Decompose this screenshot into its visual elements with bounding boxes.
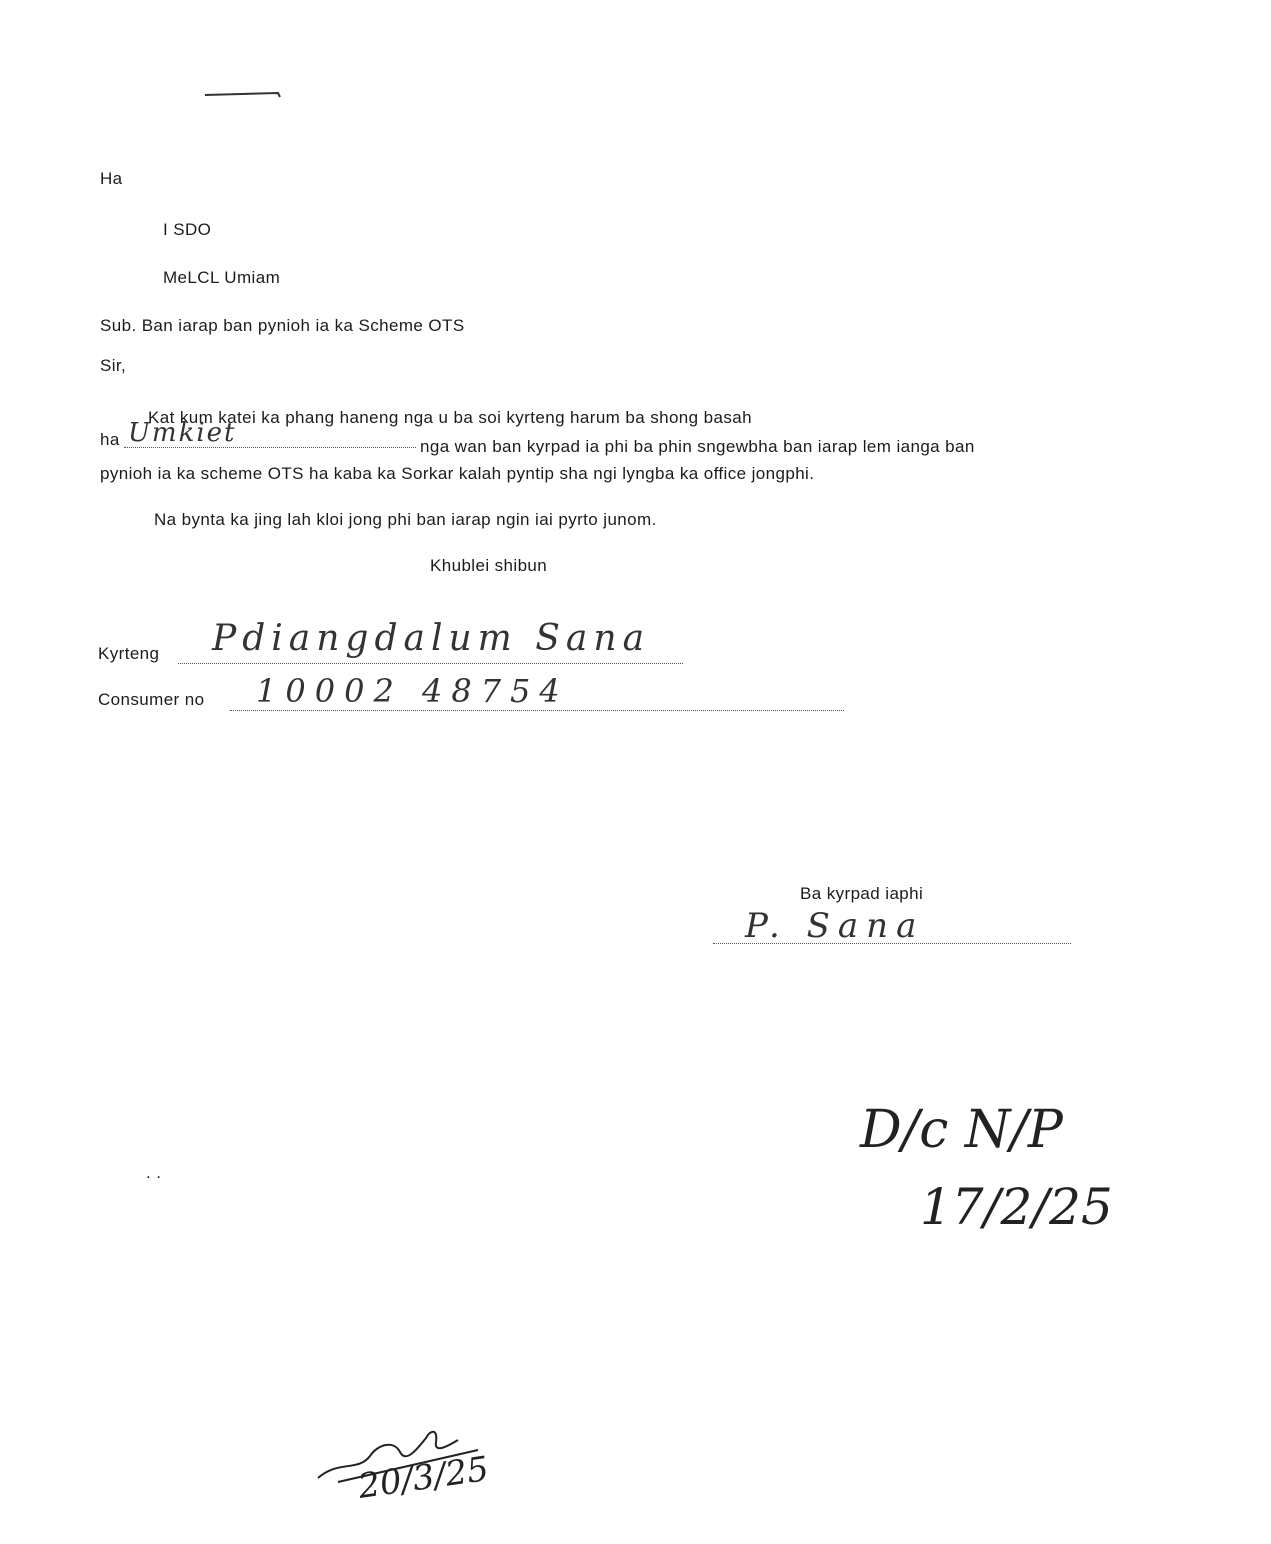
- body-line-1: Kat kum katei ka phang haneng nga u ba soi kyrteng harum ba shong basah: [148, 408, 752, 427]
- consumer-dotted-line: [230, 710, 844, 711]
- handwritten-place: Umkiet: [128, 418, 237, 448]
- body-paragraph-2: Na bynta ka jing lah kloi jong phi ban iarap ngin iai pyrto junom.: [154, 510, 657, 529]
- handwritten-name: Pdiangdalum Sana: [212, 618, 651, 659]
- name-dotted-line: [178, 663, 683, 664]
- handwritten-remark-date: 17/2/25: [920, 1178, 1113, 1236]
- salutation: Sir,: [100, 356, 127, 375]
- stray-dots: . .: [146, 1163, 162, 1182]
- handwritten-signature: P. Sana: [745, 906, 925, 946]
- sign-off-label: Ba kyrpad iaphi: [800, 884, 924, 903]
- addressee-ha: Ha: [100, 169, 123, 188]
- body-line-3: pynioh ia ka scheme OTS ha kaba ka Sorkar kalah pyntip sha ngi lyngba ka office jongphi.: [100, 464, 815, 483]
- top-pen-stroke: [200, 88, 290, 102]
- body-line-2-suffix: nga wan ban kyrpad ia phi ba phin sngewbha ban iarap lem ianga ban: [420, 437, 975, 456]
- body-line-2-prefix: ha: [100, 430, 120, 449]
- name-label: Kyrteng: [98, 644, 160, 663]
- place-dotted-line: [124, 447, 416, 448]
- handwritten-remark: D/c N/P: [860, 1100, 1063, 1160]
- recipient-line-1: I SDO: [163, 220, 212, 239]
- handwritten-bottom-date: 20/3/25: [355, 1449, 492, 1507]
- closing: Khublei shibun: [430, 556, 548, 575]
- recipient-line-2: MeLCL Umiam: [163, 268, 281, 287]
- subject-line: Sub. Ban iarap ban pynioh ia ka Scheme OTS: [100, 316, 465, 335]
- handwritten-consumer-number: 10002 48754: [256, 672, 569, 710]
- consumer-label: Consumer no: [98, 690, 205, 709]
